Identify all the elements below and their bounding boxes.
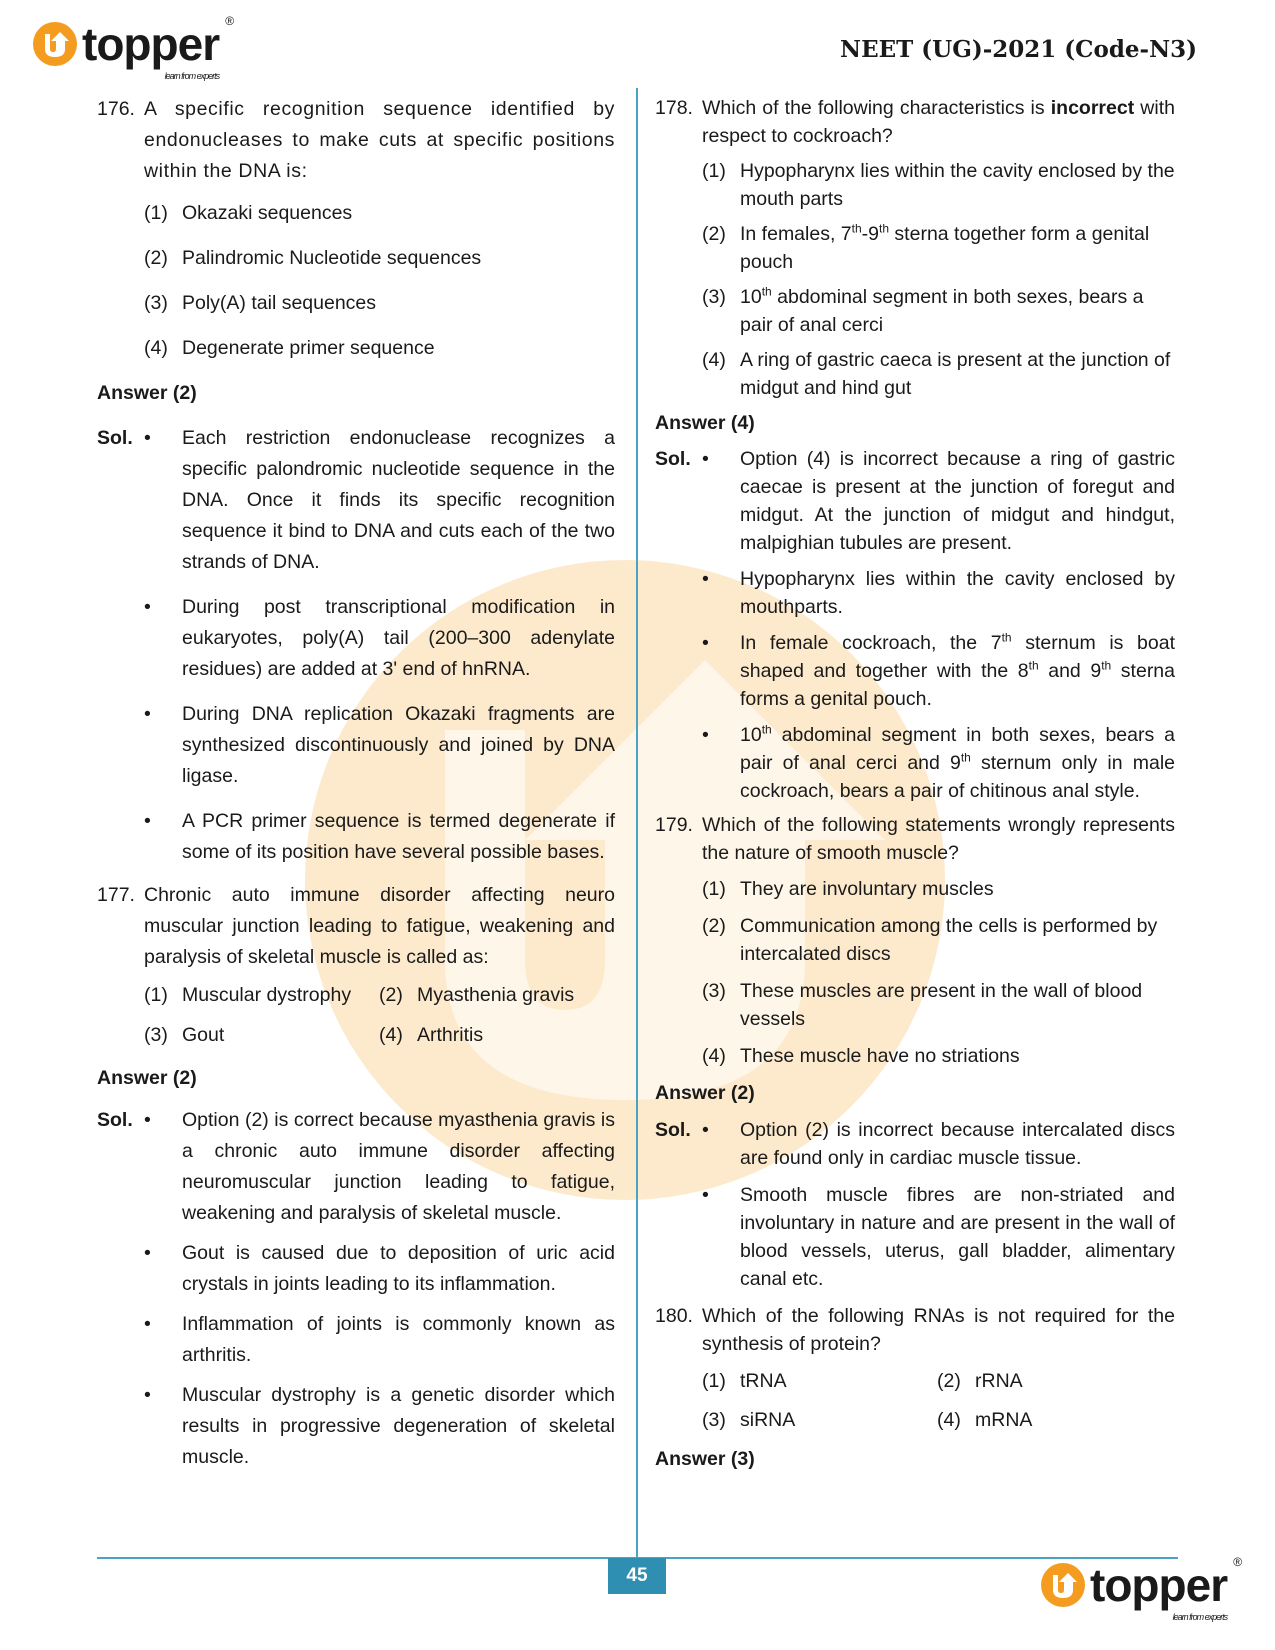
option-row [655, 1406, 1175, 1434]
bullet: • [144, 596, 151, 618]
solution-text: A PCR primer sequence is termed degenerate if some of its position have several possible bases. [182, 810, 615, 863]
bullet: • [144, 1384, 151, 1406]
option-number: (3) [144, 292, 168, 314]
option-item [97, 198, 615, 229]
question-179 [655, 811, 1175, 867]
exam-title: NEET (UG)-2021 (Code-N3) [840, 36, 1197, 63]
option-text: These muscles are present in the wall of blood vessels [740, 980, 1143, 1030]
solution-text: Muscular dystrophy is a genetic disorder which results in progressive degeneration of skeletal muscle. [182, 1384, 615, 1468]
right-column [655, 94, 1175, 1473]
solution-text: Option (2) is incorrect because intercalated discs are found only in cardiac muscle tissue. [740, 1119, 1175, 1169]
option-item [655, 875, 1175, 903]
bullet: • [144, 1109, 151, 1131]
option-number: (2) [144, 247, 168, 269]
option-number: (2) [937, 1370, 961, 1392]
question-number: 180. [655, 1305, 693, 1327]
option-item [97, 333, 615, 364]
solution-text: Inflammation of joints is commonly known as arthritis. [182, 1313, 615, 1366]
option-number: (1) [702, 160, 726, 182]
left-column [97, 94, 615, 1473]
solution-item [97, 699, 615, 792]
question-number: 178. [655, 97, 693, 119]
question-180 [655, 1302, 1175, 1358]
solution-text: 10th abdominal segment in both sexes, bears a pair of anal cerci and 9th sternum only in male cockroach, bears a pair of chitinous anal style. [740, 722, 1175, 802]
solution-item [97, 592, 615, 685]
question-text: Which of the following statements wrongly represents the nature of smooth muscle? [702, 814, 1175, 864]
solution-item [97, 806, 615, 868]
option-number: (2) [702, 915, 726, 937]
solution-item [655, 629, 1175, 713]
answer-176: Answer (2) [97, 382, 197, 404]
option-item [655, 283, 1175, 339]
option-text: Poly(A) tail sequences [182, 292, 377, 314]
solution-text: During DNA replication Okazaki fragments are synthesized discontinuously and joined by DNA ligase. [182, 703, 615, 787]
option-text: A ring of gastric caeca is present at the junction of midgut and hind gut [740, 349, 1171, 399]
option-text: Myasthenia gravis [417, 984, 575, 1006]
option-text: Hypopharynx lies within the cavity enclosed by the mouth parts [740, 160, 1175, 210]
bullet: • [702, 568, 709, 590]
question-text: A specific recognition sequence identified by endonucleases to make cuts at specific positions within the DNA is: [144, 98, 615, 182]
question-178 [655, 94, 1175, 150]
solution-item [97, 1309, 615, 1371]
option-text: tRNA [740, 1370, 787, 1392]
option-number: (1) [702, 1370, 726, 1392]
bullet: • [702, 1119, 709, 1141]
option-text: Gout [182, 1024, 225, 1046]
solution-label: Sol. [655, 448, 691, 470]
solution-item [97, 1380, 615, 1473]
option-text: mRNA [975, 1409, 1033, 1431]
solution-text: Each restriction endonuclease recognizes a specific palondromic nucleotide sequence in the DNA. Once it finds its specific recognition sequence it bind to DNA and cuts each of the two strands of DNA. [182, 427, 615, 573]
option-number: (4) [702, 1045, 726, 1067]
option-item [97, 288, 615, 319]
registered-mark: ® [225, 14, 234, 28]
bullet: • [144, 810, 151, 832]
bullet: • [702, 448, 709, 470]
option-text: They are involuntary muscles [740, 878, 994, 900]
option-text: Okazaki sequences [182, 202, 353, 224]
answer-178: Answer (4) [655, 412, 755, 434]
option-item [655, 220, 1175, 276]
bullet: • [144, 427, 151, 449]
bullet: • [144, 703, 151, 725]
solution-item [97, 1238, 615, 1300]
option-text: rRNA [975, 1370, 1023, 1392]
option-number: (2) [702, 223, 726, 245]
solution-label: Sol. [655, 1119, 691, 1141]
option-number: (4) [144, 337, 168, 359]
option-number: (3) [144, 1024, 168, 1046]
solution-text: In female cockroach, the 7th sternum is boat shaped and together with the 8th and 9th sterna forms a genital pouch. [740, 630, 1175, 710]
option-number: (4) [937, 1409, 961, 1431]
option-number: (2) [379, 984, 403, 1006]
option-number: (4) [379, 1024, 403, 1046]
option-number: (3) [702, 286, 726, 308]
solution-text: Option (2) is correct because myasthenia gravis is a chronic auto immune disorder affecting neuromuscular junction leading to fatigue, weakening and paralysis of skeletal muscle. [182, 1109, 615, 1224]
solution-text: Hypopharynx lies within the cavity enclosed by mouthparts. [740, 568, 1175, 618]
option-text: Muscular dystrophy [182, 984, 352, 1006]
option-number: (1) [702, 878, 726, 900]
brand-name: topper [82, 18, 220, 70]
option-item [655, 912, 1175, 968]
option-number: (3) [702, 1409, 726, 1431]
question-number: 179. [655, 814, 693, 836]
answer-179: Answer (2) [655, 1082, 755, 1104]
option-item [97, 243, 615, 274]
solution-item [97, 1105, 615, 1229]
column-divider [636, 88, 638, 1558]
bullet: • [702, 632, 709, 654]
question-176 [97, 94, 615, 187]
answer-177: Answer (2) [97, 1067, 197, 1089]
option-item [655, 157, 1175, 213]
brand-logo [32, 14, 234, 81]
option-text: Degenerate primer sequence [182, 337, 435, 359]
question-number: 176. [97, 98, 135, 120]
question-text: Which of the following characteristics is incorrect with respect to cockroach? [702, 97, 1175, 147]
solution-item [655, 721, 1175, 805]
option-text: siRNA [740, 1409, 796, 1431]
option-number: (1) [144, 202, 168, 224]
solution-item [655, 445, 1175, 557]
topper-logo-icon [1040, 1562, 1086, 1608]
option-text: These muscle have no striations [740, 1045, 1020, 1067]
option-number: (1) [144, 984, 168, 1006]
option-number: (4) [702, 349, 726, 371]
option-text: In females, 7th-9th sterna together form a genital pouch [740, 221, 1150, 273]
question-177 [97, 880, 615, 973]
option-text: Communication among the cells is performed by intercalated discs [740, 915, 1158, 965]
solution-text: Gout is caused due to deposition of uric acid crystals in joints leading to its inflammation. [182, 1242, 615, 1295]
solution-text: Option (4) is incorrect because a ring of gastric caecae is present at the junction of foregut and midgut. At the junction of midgut and hindgut, malpighian tubules are present. [740, 448, 1175, 554]
page-number: 45 [608, 1558, 666, 1594]
option-text: Arthritis [417, 1024, 484, 1046]
option-row [97, 1020, 615, 1051]
solution-item [655, 565, 1175, 621]
solution-label: Sol. [97, 427, 133, 449]
brand-tagline: learn from experts [164, 71, 220, 81]
solution-text: Smooth muscle fibres are non-striated and involuntary in nature and are present in the wall of blood vessels, uterus, gall bladder, alimentary canal etc. [740, 1184, 1175, 1290]
question-text: Which of the following RNAs is not required for the synthesis of protein? [702, 1305, 1175, 1355]
solution-item [97, 423, 615, 578]
option-text: Palindromic Nucleotide sequences [182, 247, 482, 269]
question-text: Chronic auto immune disorder affecting neuro muscular junction leading to fatigue, weakening and paralysis of skeletal muscle is called as: [144, 884, 615, 968]
option-number: (3) [702, 980, 726, 1002]
solution-item [655, 1181, 1175, 1293]
option-text: 10th abdominal segment in both sexes, bears a pair of anal cerci [740, 284, 1144, 336]
question-number: 177. [97, 884, 135, 906]
solution-text: During post transcriptional modification in eukaryotes, poly(A) tail (200–300 adenylate residues) are added at 3' end of hnRNA. [182, 596, 615, 680]
bullet: • [144, 1242, 151, 1264]
solution-label: Sol. [97, 1109, 133, 1131]
option-row [97, 980, 615, 1011]
option-item [655, 977, 1175, 1033]
answer-180: Answer (3) [655, 1448, 755, 1470]
topper-logo-icon [32, 21, 78, 67]
bullet: • [702, 724, 709, 746]
bullet: • [144, 1313, 151, 1335]
brand-tagline: learn from experts [1172, 1612, 1228, 1622]
option-item [655, 346, 1175, 402]
brand-name: topper [1090, 1559, 1228, 1611]
footer-brand-logo [1040, 1555, 1242, 1622]
bullet: • [702, 1184, 709, 1206]
registered-mark: ® [1233, 1555, 1242, 1569]
option-item [655, 1042, 1175, 1070]
option-row [655, 1367, 1175, 1395]
solution-item [655, 1116, 1175, 1172]
